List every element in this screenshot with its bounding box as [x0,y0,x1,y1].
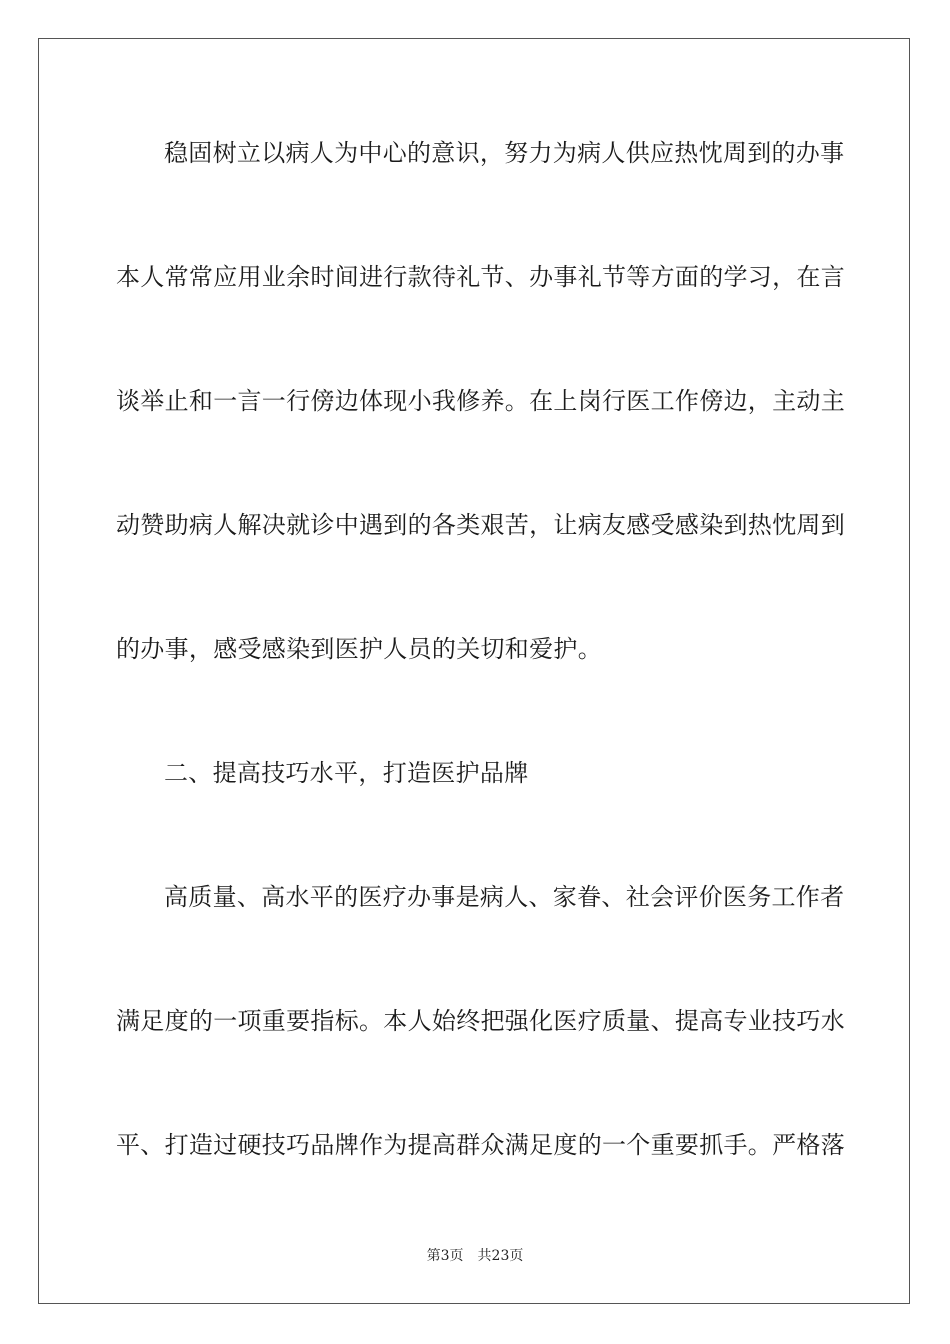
paragraph-line: 动赞助病人解决就诊中遇到的各类艰苦，让病友感受感染到热忱周到 [116,511,845,539]
paragraph-line: 的办事，感受感染到医护人员的关切和爱护。 [116,635,602,663]
paragraph-line: 满足度的一项重要指标。本人始终把强化医疗质量、提高专业技巧水 [116,1007,845,1035]
page-number: 第3页 [426,1248,464,1264]
section-heading: 二、提高技巧水平，打造医护品牌 [164,759,529,787]
paragraph-line: 稳固树立以病人为中心的意识，努力为病人供应热忱周到的办事 [164,139,845,167]
page-total: 共23页 [477,1248,524,1264]
paragraph-line: 高质量、高水平的医疗办事是病人、家眷、社会评价医务工作者 [164,883,845,911]
paragraph-line: 平、打造过硬技巧品牌作为提高群众满足度的一个重要抓手。严格落 [116,1131,845,1159]
paragraph-line: 谈举止和一言一行傍边体现小我修养。在上岗行医工作傍边，主动主 [116,387,845,415]
paragraph-line: 本人常常应用业余时间进行款待礼节、办事礼节等方面的学习，在言 [116,263,845,291]
page-border [38,38,910,1304]
page-footer [0,1247,950,1265]
